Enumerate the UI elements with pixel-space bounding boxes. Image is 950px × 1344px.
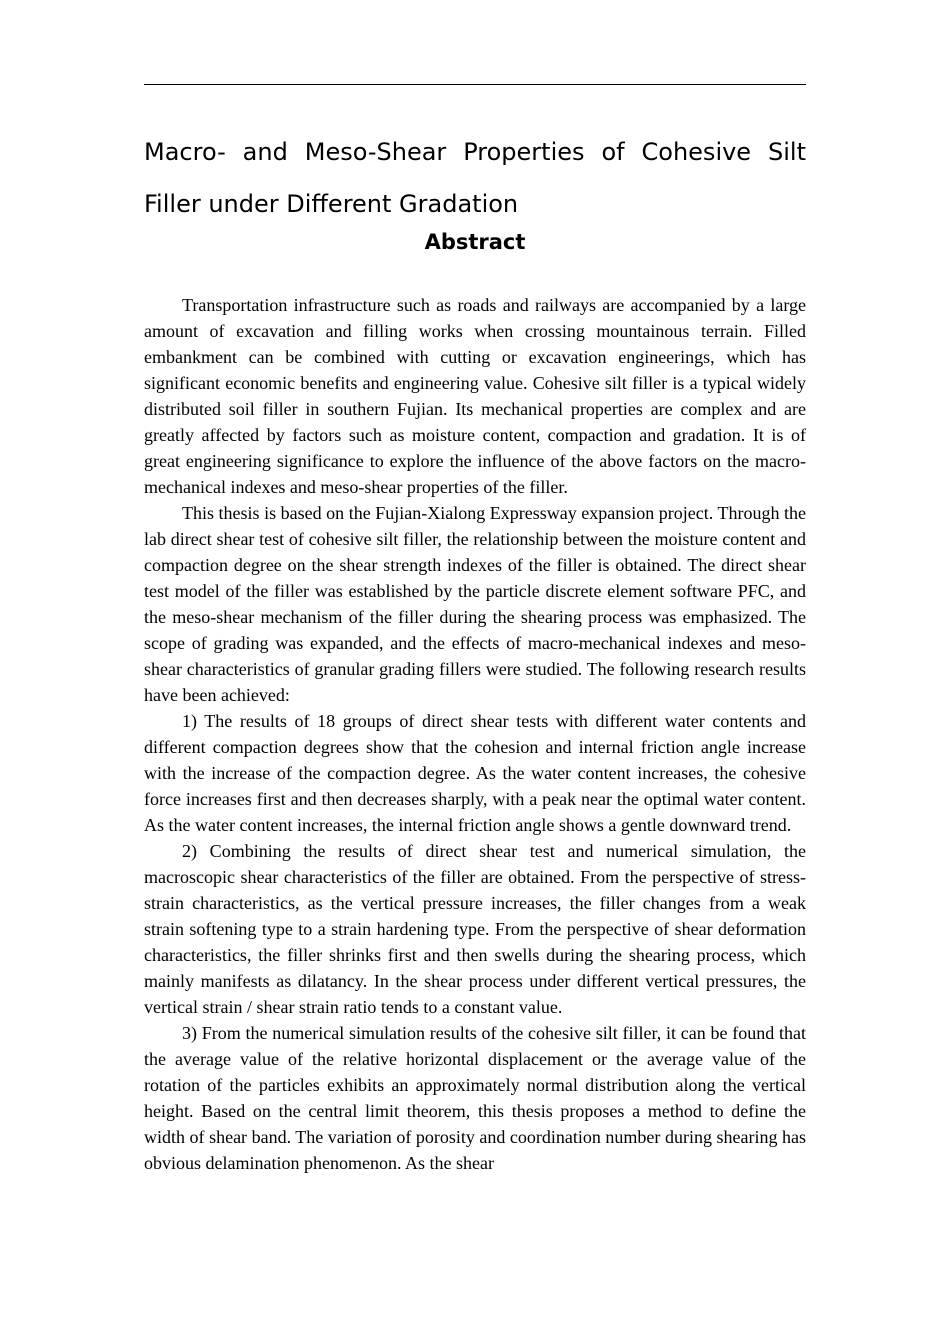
- abstract-paragraph: This thesis is based on the Fujian-Xialong Expressway expansion project. Through the lab direct shear test of cohesive silt filler, the relationship between the moisture content and compaction degree on the shear strength indexes of the filler is obtained. The direct shear test model of the filler was established by the particle discrete element software PFC, and the meso-shear mechanism of the filler during the shearing process was emphasized. The scope of grading was expanded, and the effects of macro-mechanical indexes and meso-shear characteristics of granular grading fillers were studied. The following research results have been achieved:: [144, 503, 806, 705]
- document-title: Macro- and Meso-Shear Properties of Cohesive Silt Filler under Different Gradation: [144, 138, 806, 218]
- abstract-paragraph: 1) The results of 18 groups of direct shear tests with different water contents and different compaction degrees show that the cohesion and internal friction angle increase with the increase of the compaction degree. As the water content increases, the cohesive force increases first and then decreases sharply, with a peak near the optimal water content. As the water content increases, the internal friction angle shows a gentle downward trend.: [144, 711, 806, 835]
- abstract-paragraph: Transportation infrastructure such as roads and railways are accompanied by a large amount of excavation and filling works when crossing mountainous terrain. Filled embankment can be combined with cutting or excavation engineerings, which has significant economic benefits and engineering value. Cohesive silt filler is a typical widely distributed soil filler in southern Fujian. Its mechanical properties are complex and are greatly affected by factors such as moisture content, compaction and gradation. It is of great engineering significance to explore the influence of the above factors on the macro-mechanical indexes and meso-shear properties of the filler.: [144, 295, 806, 497]
- abstract-paragraph: 3) From the numerical simulation results of the cohesive silt filler, it can be found that the average value of the relative horizontal displacement or the average value of the rotation of the particles exhibits an approximately normal distribution along the vertical height. Based on the central limit theorem, this thesis proposes a method to define the width of shear band. The variation of porosity and coordination number during shearing has obvious delamination phenomenon. As the shear: [144, 1023, 806, 1173]
- abstract-paragraph: 2) Combining the results of direct shear test and numerical simulation, the macroscopic shear characteristics of the filler are obtained. From the perspective of stress-strain characteristics, as the vertical pressure increases, the filler changes from a weak strain softening type to a strain hardening type. From the perspective of shear deformation characteristics, the filler shrinks first and then swells during the shearing process, which mainly manifests as dilatancy. In the shear process under different vertical pressures, the vertical strain / shear strain ratio tends to a constant value.: [144, 841, 806, 1017]
- header-rule: [144, 84, 806, 85]
- abstract-body: [144, 292, 806, 1210]
- abstract-heading: Abstract: [424, 230, 526, 254]
